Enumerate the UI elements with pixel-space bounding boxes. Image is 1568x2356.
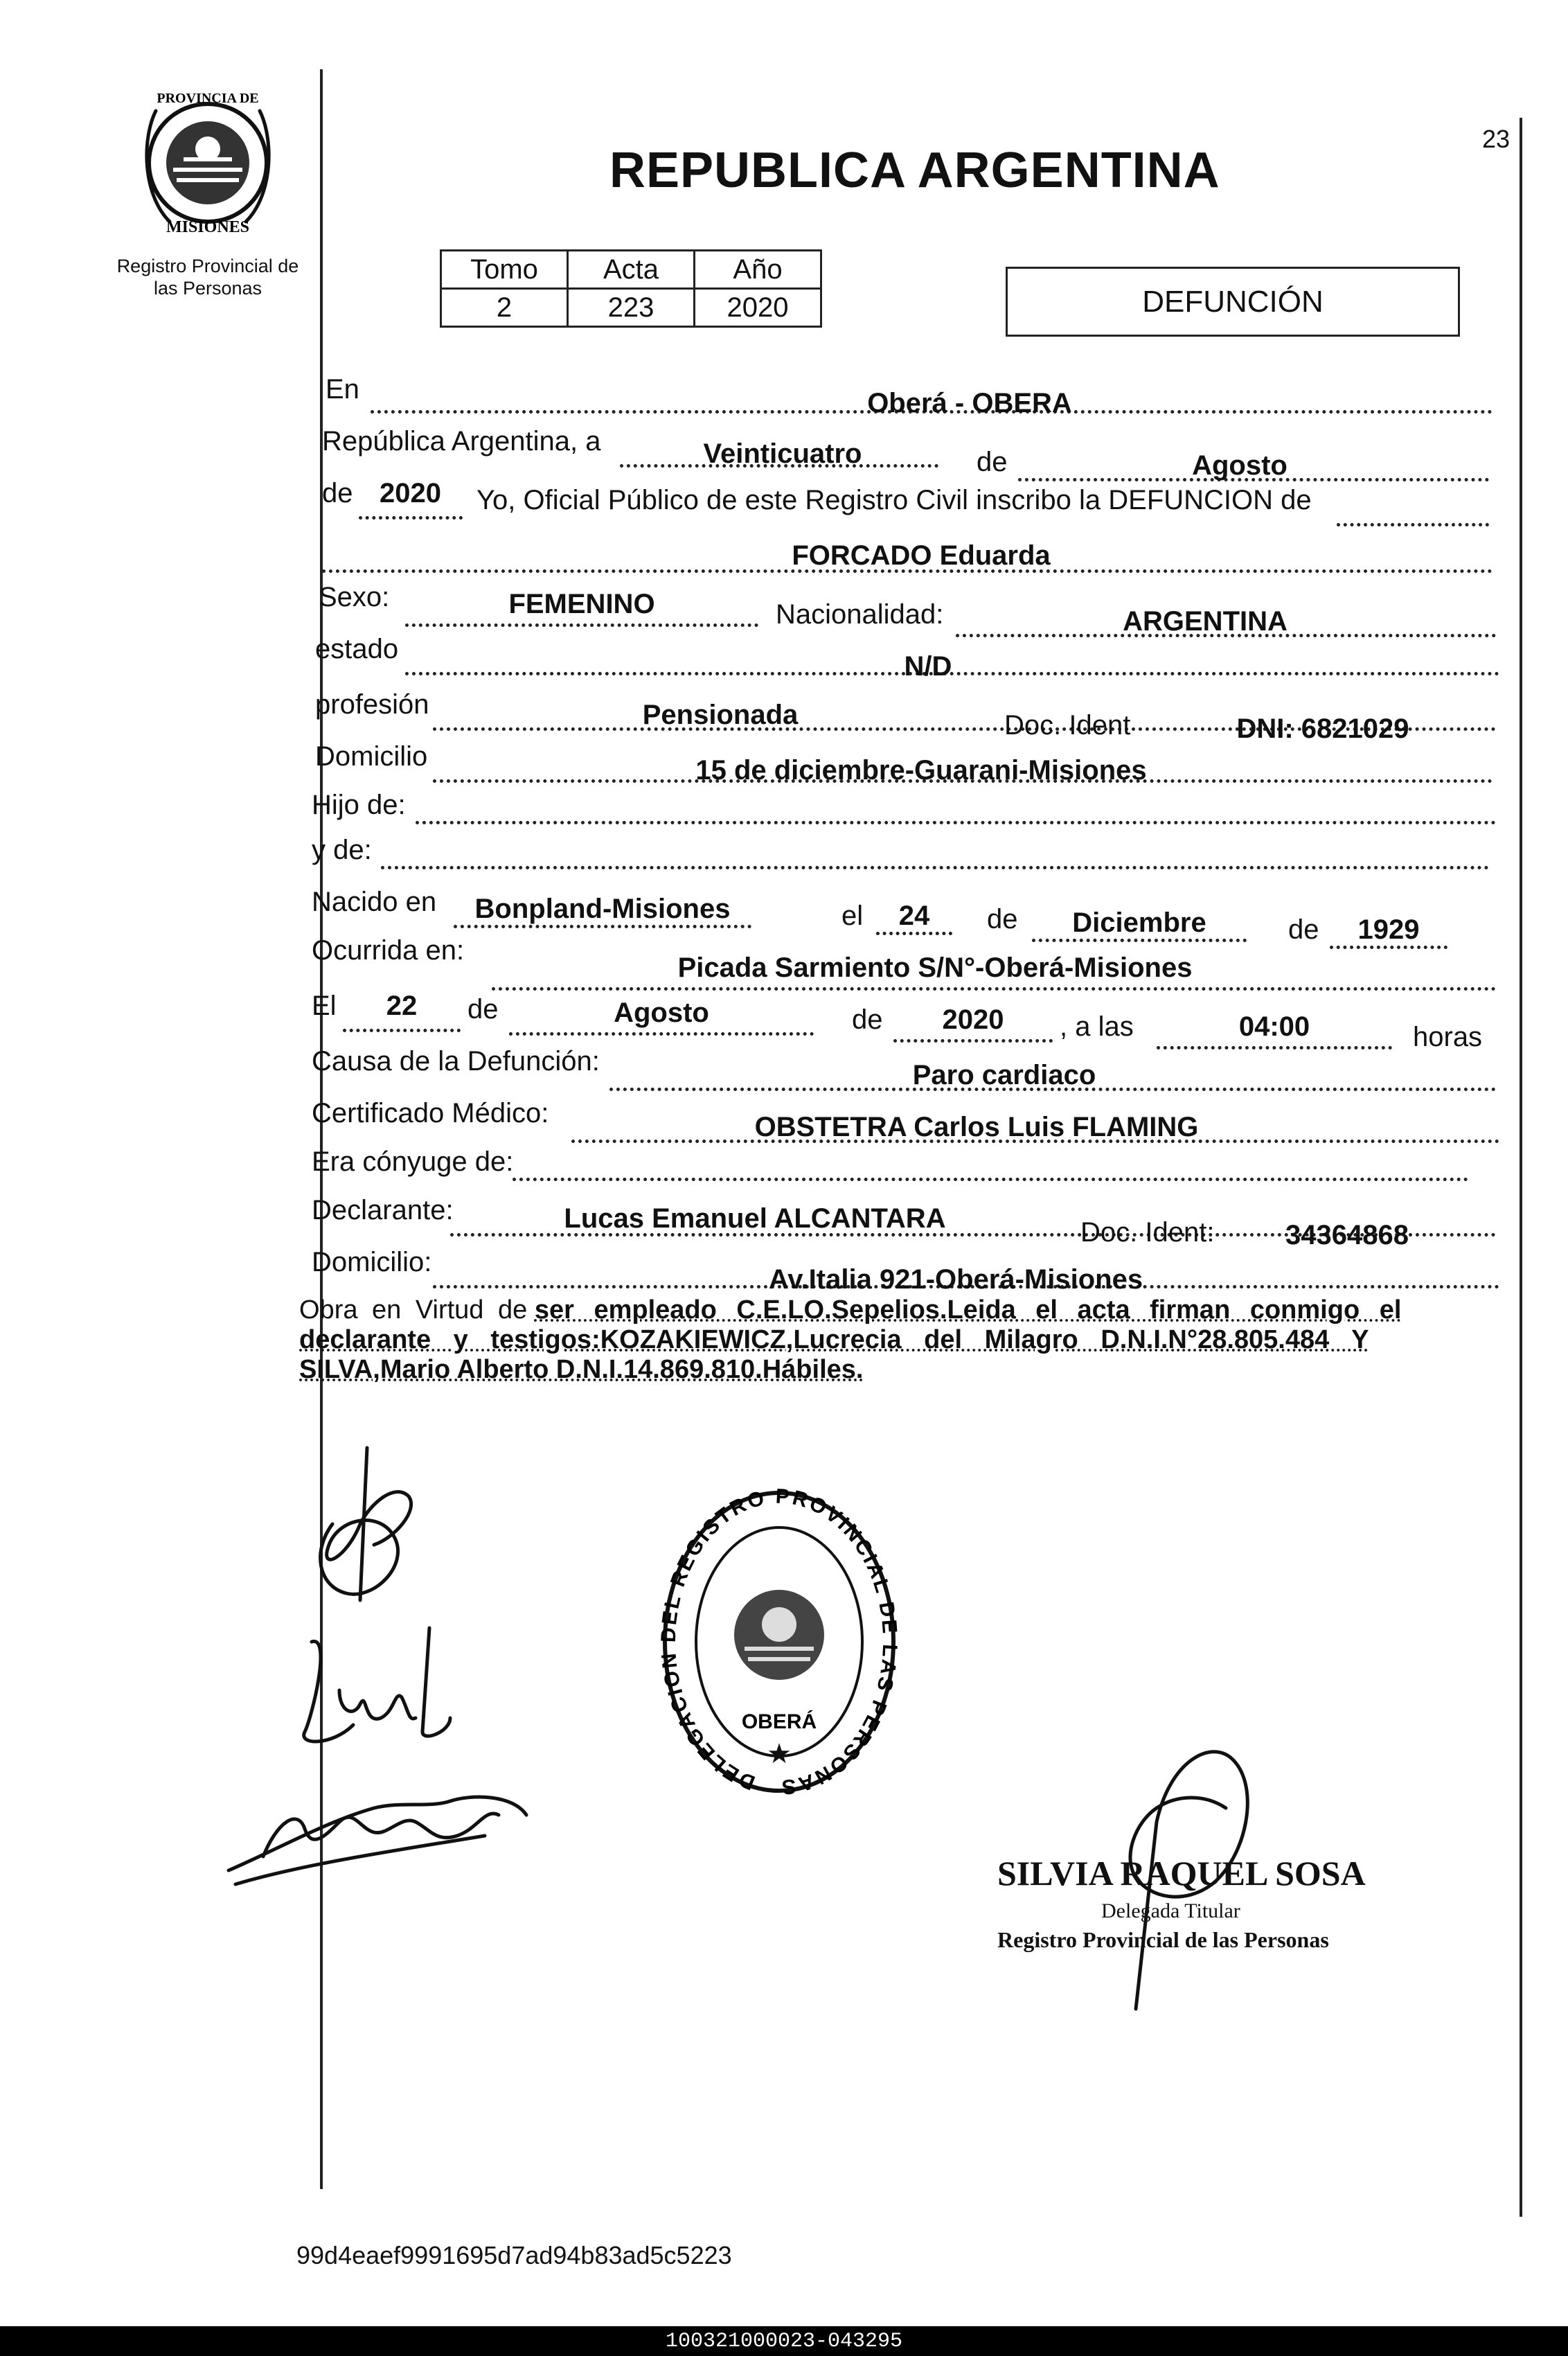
mes-value: Agosto [1192, 450, 1288, 481]
obra-paragraph [299, 1295, 1490, 1385]
dotted-line [381, 866, 1489, 869]
nacionalidad-label: Nacionalidad: [776, 599, 944, 630]
row-fecha-defuncion [312, 991, 1503, 1052]
obra-line-2: declarante y testigos:KOZAKIEWICZ,Lucrecia del Milagro D.N.I.N°28.805.484 Y [299, 1325, 1369, 1354]
decl-doc-value: 34364868 [1285, 1220, 1409, 1250]
de-label-nac-2: de [1288, 914, 1319, 945]
nac-dia: 24 [898, 901, 930, 931]
row-domicilio [312, 741, 1503, 790]
conyuge-label: Era cónyuge de: [312, 1146, 514, 1177]
table-header-tomo: Tomo [441, 251, 568, 289]
registry-table [440, 249, 822, 328]
def-dia: 22 [386, 991, 418, 1021]
row-conyuge [312, 1146, 1503, 1195]
document-type-box [1006, 267, 1460, 337]
de-label: de [977, 447, 1008, 477]
province-seal-logo [135, 83, 280, 242]
doc-ident-value: DNI: 6821029 [1236, 714, 1409, 744]
profesion-label: profesión [315, 689, 429, 720]
decl-doc-label: Doc. Ident: [1080, 1217, 1215, 1248]
sexo-value: FEMENINO [508, 589, 655, 619]
causa-value: Paro cardiaco [912, 1060, 1096, 1090]
table-header-anio: Año [695, 251, 821, 289]
horas-label: horas [1413, 1022, 1483, 1052]
de-label-def-2: de [852, 1004, 883, 1035]
el-label: el [841, 901, 864, 931]
a-las-label: , a las [1060, 1011, 1134, 1042]
certificado-label: Certificado Médico: [312, 1098, 549, 1128]
obra-line-1 [299, 1295, 1490, 1325]
obra-line1-text: ser empleado C.E.LO.Sepelios.Leida el acta firman conmigo el [534, 1295, 1402, 1325]
ocurrida-value: Picada Sarmiento S/N°-Oberá-Misiones [677, 953, 1193, 983]
nac-anio: 1929 [1357, 914, 1420, 945]
de-label-2: de [322, 478, 353, 508]
El-label: El [312, 991, 337, 1021]
doc-ident-label: Doc. Ident [1004, 710, 1131, 741]
row-en [312, 374, 1503, 423]
domicilio-label: Domicilio [315, 741, 428, 772]
declarante-signature [222, 1766, 540, 1891]
dotted-line [893, 1039, 1053, 1043]
barcode-bar [0, 2326, 1568, 2356]
stamp-city: OBERÁ [741, 1710, 817, 1733]
right-border-line [1520, 118, 1522, 2217]
decl-domicilio-value: Av.Italia 921-Oberá-Misiones [768, 1264, 1143, 1295]
def-mes: Agosto [614, 998, 709, 1028]
obra-label: Obra en Virtud de [299, 1295, 528, 1325]
dia-value: Veinticuatro [703, 439, 862, 469]
obra-line-3: SILVA,Mario Alberto D.N.I.14.869.810.Hábiles. [299, 1355, 864, 1384]
declarante-label: Declarante: [312, 1195, 454, 1225]
oficial-text: Yo, Oficial Público de este Registro Civil inscribo la DEFUNCION de [476, 485, 1312, 515]
sexo-label: Sexo: [319, 582, 390, 612]
estado-label: estado [315, 634, 399, 664]
hijo-label: Hijo de: [312, 790, 406, 820]
row-nombre [312, 533, 1503, 582]
svg-text:MISIONES: MISIONES [166, 218, 250, 236]
de-label-nac-1: de [987, 904, 1018, 935]
hora-value: 04:00 [1238, 1011, 1310, 1042]
row-republica [312, 426, 1503, 481]
nacionalidad-value: ARGENTINA [1123, 606, 1288, 637]
nac-mes: Diciembre [1072, 907, 1206, 938]
y-de-label: y de: [312, 835, 372, 865]
dotted-line [416, 821, 1496, 824]
dotted-line [454, 925, 751, 928]
estado-value: N/D [904, 651, 952, 682]
table-value-tomo: 2 [441, 289, 568, 327]
official-stamp [654, 1482, 904, 1801]
svg-text:PROVINCIA DE: PROVINCIA DE [157, 91, 259, 106]
document-type: DEFUNCIÓN [1142, 284, 1324, 319]
dotted-line [405, 623, 758, 627]
table-value-acta: 223 [568, 289, 695, 327]
registry-name: Registro Provincial de las Personas [116, 256, 299, 299]
table-value-anio: 2020 [695, 289, 821, 327]
dotted-line [513, 1178, 1468, 1181]
row-causa [312, 1046, 1503, 1095]
certificado-value: OBSTETRA Carlos Luis FLAMING [754, 1112, 1199, 1142]
dotted-line [1337, 523, 1489, 526]
row-hijo [312, 790, 1503, 838]
row-declarante [312, 1195, 1503, 1250]
ocurrida-label: Ocurrida en: [312, 935, 465, 966]
dotted-line [343, 1029, 461, 1032]
official-name: SILVIA RAQUEL SOSA [997, 1854, 1366, 1893]
document-hash: 99d4eaef9991695d7ad94b83ad5c5223 [296, 2241, 732, 2269]
row-decl-domicilio [312, 1247, 1503, 1295]
row-anio [312, 478, 1503, 526]
republica-label: República Argentina, a [322, 426, 601, 457]
row-ocurrida [312, 935, 1503, 984]
row-sexo [312, 582, 1503, 637]
profesion-value: Pensionada [642, 700, 799, 730]
decl-domicilio-label: Domicilio: [312, 1247, 432, 1277]
en-value: Oberá - OBERA [867, 388, 1072, 418]
declarante-value: Lucas Emanuel ALCANTARA [564, 1203, 946, 1234]
row-y-de [312, 835, 1503, 883]
row-estado [312, 634, 1503, 682]
row-profesion [312, 686, 1503, 744]
official-role: Delegada Titular [1101, 1899, 1240, 1922]
svg-text:★: ★ [767, 1739, 792, 1769]
dotted-line [359, 516, 463, 520]
page-number: 23 [1482, 125, 1511, 153]
causa-label: Causa de la Defunción: [312, 1046, 600, 1077]
dotted-line [509, 1032, 814, 1036]
def-anio: 2020 [942, 1004, 1004, 1035]
official-org: Registro Provincial de las Personas [997, 1927, 1329, 1952]
nacido-value: Bonpland-Misiones [474, 894, 731, 924]
de-label-def-1: de [467, 994, 499, 1025]
row-certificado [312, 1098, 1503, 1146]
anio-value: 2020 [380, 478, 441, 508]
witness-signature-1 [291, 1441, 429, 1607]
page-title: REPUBLICA ARGENTINA [609, 143, 1220, 198]
witness-signature-2 [291, 1621, 457, 1760]
en-label: En [326, 374, 359, 405]
nacido-label: Nacido en [312, 887, 437, 917]
domicilio-value: 15 de diciembre-Guarani-Misiones [695, 755, 1147, 786]
row-nacido [312, 887, 1503, 945]
barcode-text: 100321000023-043295 [665, 2329, 903, 2353]
nombre-value: FORCADO Eduarda [792, 540, 1051, 571]
table-header-acta: Acta [568, 251, 695, 289]
stamp-ring-text: DELEGACION DEL REGISTRO PROVINCIAL DE LAS PERSONAS [657, 1485, 902, 1799]
